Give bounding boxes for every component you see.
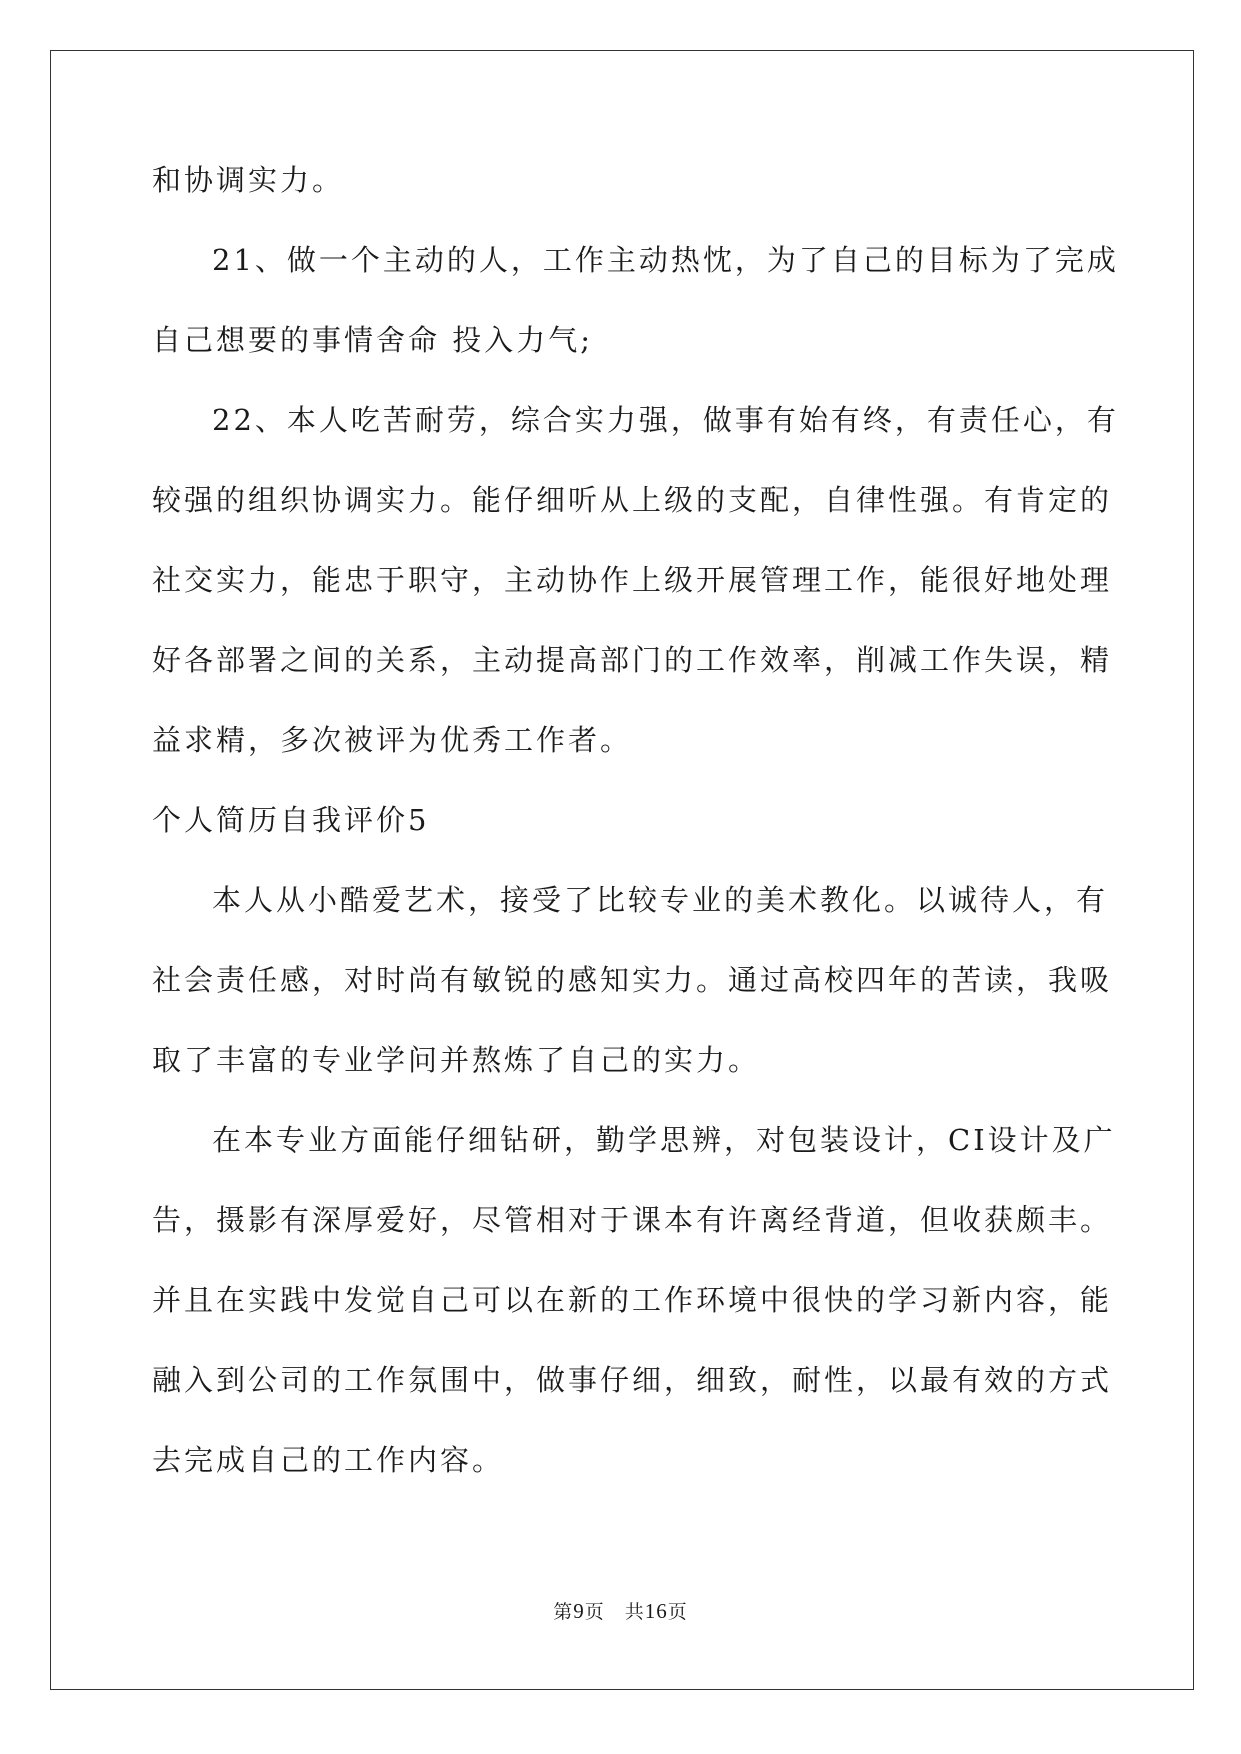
text-line: 取了丰富的专业学问并熬炼了自己的实力。: [152, 1043, 761, 1077]
text-line: 益求精，多次被评为优秀工作者。: [152, 723, 633, 757]
text-line: 告，摄影有深厚爱好，尽管相对于课本有许离经背道，但收获颇丰。: [152, 1203, 1113, 1237]
text-line: 本人从小酷爱艺术，接受了比较专业的美术教化。以诚待人，有: [212, 883, 1109, 917]
section-heading: 个人简历自我评价5: [152, 803, 430, 837]
text-line: 并且在实践中发觉自己可以在新的工作环境中很快的学习新内容，能: [152, 1283, 1113, 1317]
text-line: 好各部署之间的关系，主动提高部门的工作效率，削减工作失误，精: [152, 643, 1113, 677]
text-line: 较强的组织协调实力。能仔细听从上级的支配，自律性强。有肯定的: [152, 483, 1113, 517]
page-footer: [0, 1597, 1241, 1624]
text-line: 社交实力，能忠于职守，主动协作上级开展管理工作，能很好地处理: [152, 563, 1113, 597]
text-line: 融入到公司的工作氛围中，做事仔细，细致，耐性，以最有效的方式: [152, 1363, 1113, 1397]
text-line: 自己想要的事情舍命 投入力气;: [152, 323, 593, 357]
total-pages: 16: [644, 1599, 668, 1623]
text-line: 22、本人吃苦耐劳，综合实力强，做事有始有终，有责任心，有: [212, 403, 1119, 437]
footer-suffix: 页: [667, 1601, 688, 1623]
footer-middle: 页 共: [584, 1601, 645, 1623]
page-number: 9: [573, 1599, 585, 1623]
text-line: 去完成自己的工作内容。: [152, 1443, 505, 1477]
text-line: 21、做一个主动的人，工作主动热忱，为了自己的目标为了完成: [212, 243, 1119, 277]
text-line: 和协调实力。: [152, 163, 345, 197]
footer-prefix: 第: [553, 1601, 574, 1623]
text-line: 社会责任感，对时尚有敏锐的感知实力。通过高校四年的苦读，我吸: [152, 963, 1113, 997]
text-line: 在本专业方面能仔细钻研，勤学思辨，对包装设计，CI设计及广: [212, 1123, 1116, 1157]
